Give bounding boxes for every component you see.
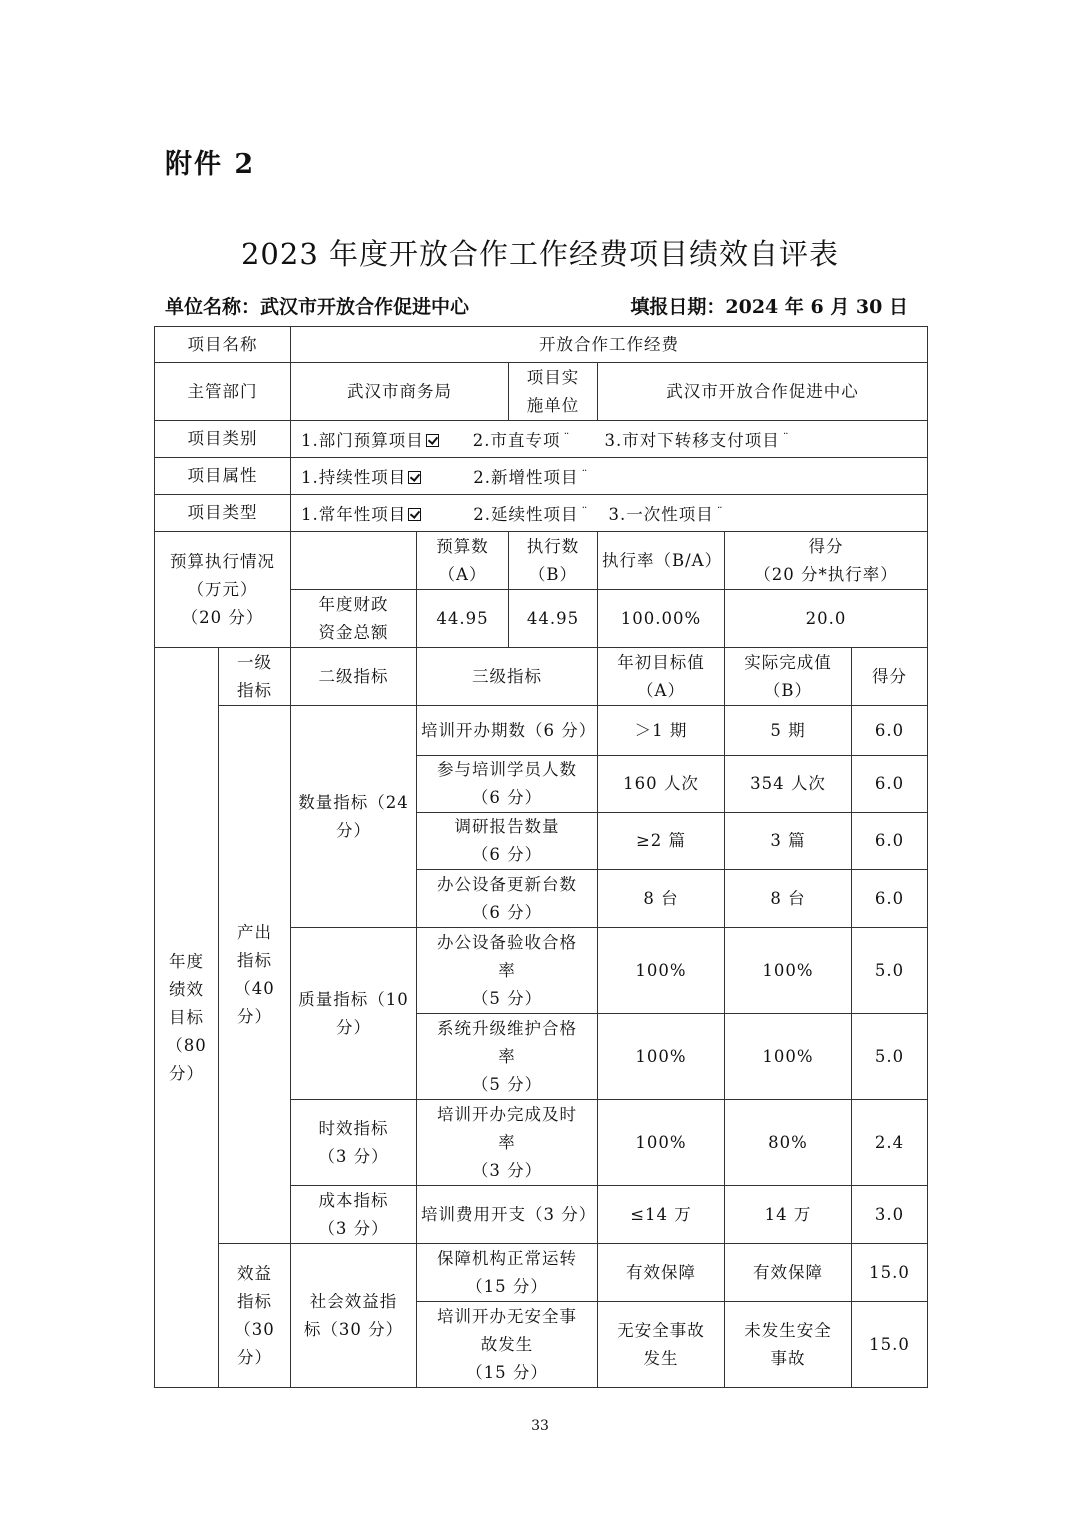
level3-line: 保障机构正常运转 [437,1248,577,1268]
actual-cell: 354 人次 [725,756,852,813]
checked-box-icon [408,471,421,484]
actual-cell: 80% [725,1100,852,1186]
row-label-line: 资金总额 [318,622,389,642]
unchecked-box-icon: ¨ [563,430,571,445]
category-option [301,427,439,455]
level3-cell [417,813,598,870]
level3-cell [417,1186,598,1244]
score-cell: 5.0 [852,1014,928,1100]
target-cell: 100% [598,1100,725,1186]
option-text: 1.部门预算项目 [301,430,424,450]
level3-line: 故发生 [480,1334,534,1354]
option-text: 2.延续性项目 [473,504,579,524]
level3-cell [417,928,598,1014]
score-cell: 6.0 [852,756,928,813]
level3-line: 率 [498,1046,516,1066]
level3-cell [417,1244,598,1302]
row-project-name [155,327,928,363]
budget-score-value: 20.0 [725,590,928,648]
label-line: 时效指标 [318,1118,389,1138]
row-type [155,495,928,532]
target-cell: 有效保障 [598,1244,725,1302]
checked-box-icon [426,434,439,447]
header-line: （B） [763,680,813,700]
label-line: 效益 [237,1263,272,1283]
unit-name: 单位名称：武汉市开放合作促进中心 [165,296,470,318]
budget-empty-cell [291,532,417,590]
unchecked-box-icon: ¨ [716,504,724,519]
impl-label-line: 施单位 [526,395,580,415]
header-level3: 三级指标 [417,648,598,706]
target-cell: ＞1 期 [598,706,725,756]
type-option [473,498,588,529]
budget-header-exec [509,532,598,590]
document-title: 2023 年度开放合作工作经费项目绩效自评表 [240,237,840,271]
option-text: 2.新增性项目 [473,467,579,487]
checked-box-icon [408,508,421,521]
option-text: 3.一次性项目 [608,504,714,524]
target-cell: 100% [598,928,725,1014]
target-cell [598,1302,725,1388]
level3-line: （6 分） [471,902,543,922]
label-line: （40 [234,978,275,998]
impl-value: 武汉市开放合作促进中心 [598,363,928,421]
indicator-row [155,1244,928,1302]
level3-line: 办公设备更新台数 [437,874,577,894]
indicator-row [155,706,928,756]
level3-line: 办公设备验收合格 [437,932,577,952]
header-line: 年初目标值 [617,652,705,672]
header-target [598,648,725,706]
exec-value: 44.95 [509,590,598,648]
target-line: 发生 [643,1348,679,1368]
output-indicator-label [219,706,291,1244]
header-line: 实际完成值 [744,652,832,672]
header-line: 一级 [237,652,272,672]
label-line: 产出 [237,922,272,942]
section-line: 绩效 [169,979,204,999]
header-line: （A） [438,564,487,584]
category-option [473,424,571,455]
header-line: 预算数 [436,536,489,556]
header-level1 [219,648,291,706]
target-cell: ≥2 篇 [598,813,725,870]
budget-header-budget [417,532,509,590]
attribute-option [301,464,421,492]
budget-header-score [725,532,928,590]
budget-label-line: 预算执行情况 [170,551,275,571]
actual-cell: 有效保障 [725,1244,852,1302]
header-line: 得分 [808,536,844,556]
cost-indicator-label [291,1186,417,1244]
level3-cell [417,706,598,756]
level3-cell [417,756,598,813]
attribute-options [291,458,928,495]
target-cell: 100% [598,1014,725,1100]
section-line: 分） [169,1063,204,1083]
actual-cell: 8 台 [725,870,852,928]
option-text: 3.市对下转移支付项目 [604,430,780,450]
section-line: （80 [166,1035,207,1055]
section-line: 年度 [169,951,204,971]
level3-line: （15 分） [466,1362,548,1382]
header-line: （A） [637,680,685,700]
score-cell: 6.0 [852,706,928,756]
target-cell: 160 人次 [598,756,725,813]
label-line: 成本指标 [318,1190,389,1210]
level3-line: （5 分） [471,1074,543,1094]
level3-line: 率 [498,1132,516,1152]
score-cell: 6.0 [852,813,928,870]
type-option [301,501,421,529]
row-attribute [155,458,928,495]
actual-line: 事故 [770,1348,806,1368]
budget-label-line: （20 分） [181,607,264,627]
level3-line: （5 分） [471,988,543,1008]
target-cell: ≤14 万 [598,1186,725,1244]
label-line: 分） [237,1347,272,1367]
score-cell: 2.4 [852,1100,928,1186]
label-line: 指标 [237,950,272,970]
label-line: 分） [336,1017,371,1037]
annual-goal-label [155,648,219,1388]
header-score: 得分 [852,648,928,706]
level3-line: （15 分） [466,1276,548,1296]
dept-value: 武汉市商务局 [291,363,509,421]
dept-label: 主管部门 [155,363,291,421]
option-text: 1.常年性项目 [301,504,407,524]
label-line: 指标 [237,1291,272,1311]
budget-label [155,532,291,648]
row-indicator-header [155,648,928,706]
actual-cell: 5 期 [725,706,852,756]
level3-line: （6 分） [471,845,543,864]
category-options [291,421,928,458]
target-line: 无安全事故 [617,1320,705,1340]
level3-line: 培训开办无安全事 [437,1306,577,1326]
unchecked-box-icon: ¨ [782,430,790,445]
row-department [155,363,928,421]
label-line: （3 分） [318,1146,389,1166]
category-label: 项目类别 [155,421,291,458]
level3-line: 系统升级维护合格 [437,1018,577,1038]
option-text: 1.持续性项目 [301,467,407,487]
header-line: 指标 [237,680,272,700]
level3-line: （6 分） [471,788,543,807]
header-level2: 二级指标 [291,648,417,706]
label-line: 质量指标（10 [298,989,409,1009]
impl-label-line: 项目实 [526,367,580,387]
budget-label-line: （万元） [187,579,258,599]
row-budget-header [155,532,928,590]
unchecked-box-icon: ¨ [581,467,589,482]
type-option [609,498,724,529]
evaluation-table [154,326,928,1388]
level3-cell [417,870,598,928]
impl-label [509,363,598,421]
actual-cell: 100% [725,928,852,1014]
label-line: （3 分） [318,1218,389,1238]
section-line: 目标 [169,1007,204,1027]
level3-line: 率 [498,960,516,980]
level3-line: 培训开办期数（6 分） [421,720,597,740]
score-cell: 6.0 [852,870,928,928]
actual-cell [725,1302,852,1388]
page-number: 33 [531,1418,549,1434]
label-line: 标（30 分） [303,1319,404,1339]
score-cell: 3.0 [852,1186,928,1244]
header-line: （20 分*执行率） [754,564,898,584]
category-option [605,424,790,455]
budget-header-rate: 执行率（B/A） [598,532,725,590]
level3-line: （3 分） [471,1160,543,1180]
row-label-line: 年度财政 [318,594,389,614]
type-label: 项目类型 [155,495,291,532]
actual-line: 未发生安全 [744,1320,832,1340]
actual-cell: 100% [725,1014,852,1100]
unchecked-box-icon: ¨ [581,504,589,519]
type-options [291,495,928,532]
quality-indicator-label [291,928,417,1100]
project-name-label: 项目名称 [155,327,291,363]
header-actual [725,648,852,706]
attribute-label: 项目属性 [155,458,291,495]
label-line: 分） [237,1006,272,1026]
score-cell: 5.0 [852,928,928,1014]
level3-cell [417,1302,598,1388]
actual-cell: 14 万 [725,1186,852,1244]
header-line: （B） [528,564,578,584]
attachment-label: 附件 2 [165,149,256,180]
budget-value: 44.95 [417,590,509,648]
report-date: 填报日期：2024 年 6 月 30 日 [630,296,908,318]
benefit-indicator-label [219,1244,291,1388]
actual-cell: 3 篇 [725,813,852,870]
rate-value: 100.00% [598,590,725,648]
attribute-option [473,461,588,492]
level3-line: 培训开办完成及时 [437,1104,577,1124]
label-line: 数量指标（24 [298,792,409,812]
project-name-value: 开放合作工作经费 [291,327,928,363]
level3-line: 参与培训学员人数 [437,760,577,779]
timeliness-indicator-label [291,1100,417,1186]
row-category [155,421,928,458]
level3-cell [417,1100,598,1186]
target-cell: 8 台 [598,870,725,928]
label-line: （30 [234,1319,275,1339]
social-benefit-label [291,1244,417,1388]
option-text: 2.市直专项 [472,430,561,450]
score-cell: 15.0 [852,1244,928,1302]
level3-line: 调研报告数量 [454,817,560,836]
level3-line: 培训费用开支（3 分） [421,1204,597,1224]
level3-cell [417,1014,598,1100]
score-cell: 15.0 [852,1302,928,1388]
quantity-indicator-label [291,706,417,928]
label-line: 分） [336,820,371,840]
header-line: 执行数 [526,536,580,556]
budget-row-label [291,590,417,648]
label-line: 社会效益指 [309,1291,398,1311]
